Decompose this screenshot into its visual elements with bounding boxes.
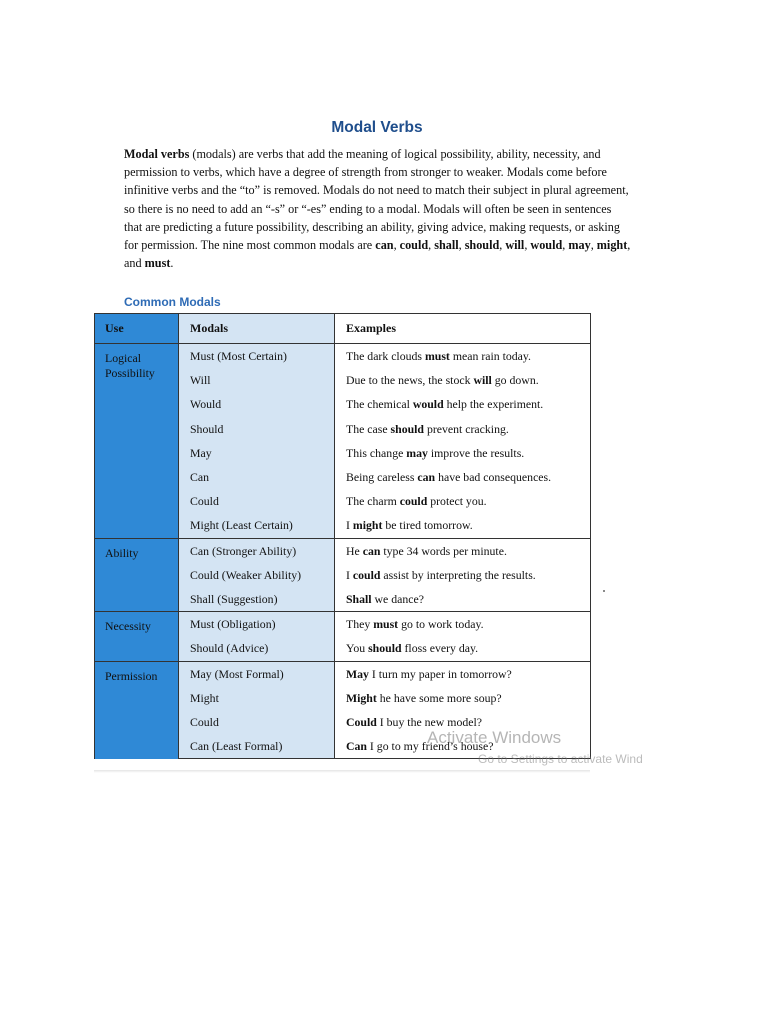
example-modal-word: will xyxy=(473,373,492,388)
example-text: mean rain today. xyxy=(449,349,532,363)
modal-cell: Could (Weaker Ability) xyxy=(179,563,335,587)
header-use: Use xyxy=(95,314,179,344)
example-text: This change xyxy=(346,445,407,460)
example-cell xyxy=(335,417,591,441)
table-row xyxy=(95,344,591,369)
intro-bold-term: should xyxy=(464,238,500,253)
example-modal-word: could xyxy=(399,494,428,509)
section-heading: Common Modals xyxy=(124,295,221,309)
example-cell xyxy=(335,636,591,661)
intro-text: , xyxy=(428,238,435,253)
intro-bold-term: shall xyxy=(434,238,459,253)
modals-table xyxy=(94,313,591,759)
activate-windows-subtext: Go to Settings to activate Wind xyxy=(478,752,643,766)
example-text: Being careless xyxy=(346,470,418,485)
page-title: Modal Verbs xyxy=(331,119,423,136)
modal-cell: Could xyxy=(179,710,335,734)
modal-cell: Can (Least Formal) xyxy=(179,734,335,759)
intro-text: , xyxy=(499,238,506,253)
example-cell xyxy=(335,368,591,392)
stray-dot xyxy=(603,590,605,592)
modal-cell: Shall (Suggestion) xyxy=(179,587,335,612)
modal-cell: Might (Least Certain) xyxy=(179,513,335,538)
example-text: I turn my paper in tomorrow? xyxy=(368,666,512,681)
intro-text: . xyxy=(170,256,174,271)
example-cell xyxy=(335,392,591,416)
intro-text: , xyxy=(458,238,465,253)
intro-bold-term: Modal verbs xyxy=(124,147,190,161)
example-modal-word: Might xyxy=(346,690,377,705)
intro-text: , xyxy=(590,238,597,253)
intro-bold-term: will xyxy=(505,238,525,253)
modal-cell: May (Most Formal) xyxy=(179,661,335,686)
modal-cell: Might xyxy=(179,686,335,710)
example-text: assist by interpreting the results. xyxy=(380,567,536,582)
modal-cell: Should xyxy=(179,417,335,441)
example-text: The dark clouds xyxy=(346,349,425,363)
modal-cell: Will xyxy=(179,368,335,392)
example-modal-word: should xyxy=(368,641,402,656)
modal-cell: Should (Advice) xyxy=(179,636,335,661)
header-modals: Modals xyxy=(179,314,335,344)
modal-cell: Can xyxy=(179,465,335,489)
example-text: be tired tomorrow. xyxy=(382,518,473,533)
example-cell xyxy=(335,686,591,710)
example-text: improve the results. xyxy=(427,445,525,460)
example-text: protect you. xyxy=(427,494,487,509)
example-modal-word: May xyxy=(346,666,369,681)
intro-paragraph xyxy=(124,145,632,272)
use-cell: Ability xyxy=(95,538,179,612)
example-modal-word: might xyxy=(352,518,383,533)
example-cell xyxy=(335,538,591,563)
example-modal-word: must xyxy=(373,617,399,632)
example-text: The case xyxy=(346,421,391,436)
example-cell xyxy=(335,513,591,538)
scan-edge xyxy=(94,770,590,773)
use-cell: Necessity xyxy=(95,612,179,661)
example-text: Due to the news, the stock xyxy=(346,373,474,388)
example-text: You xyxy=(346,641,369,656)
example-modal-word: can xyxy=(417,470,436,485)
use-cell: Permission xyxy=(95,661,179,759)
example-cell xyxy=(335,612,591,637)
example-text: help the experiment. xyxy=(443,397,544,412)
example-text: He xyxy=(346,543,363,558)
intro-text: , xyxy=(393,238,400,253)
intro-text: , and xyxy=(124,238,631,271)
example-text: we dance? xyxy=(371,592,424,607)
example-cell xyxy=(335,489,591,513)
example-modal-word: would xyxy=(412,397,444,412)
example-text: They xyxy=(346,617,374,632)
modal-cell: Must (Obligation) xyxy=(179,612,335,637)
table-row xyxy=(95,661,591,686)
intro-text: , xyxy=(562,238,569,253)
example-cell xyxy=(335,661,591,686)
example-modal-word: should xyxy=(390,421,424,436)
example-cell xyxy=(335,441,591,465)
example-text: I buy the new model? xyxy=(376,715,482,730)
intro-bold-term: can xyxy=(375,238,394,253)
intro-bold-term: may xyxy=(568,238,591,253)
table-row xyxy=(95,538,591,563)
modal-cell: Can (Stronger Ability) xyxy=(179,538,335,563)
intro-text: , xyxy=(524,238,531,253)
intro-bold-term: could xyxy=(399,238,429,253)
example-modal-word: could xyxy=(352,567,381,582)
modal-cell: Must (Most Certain) xyxy=(179,344,335,369)
example-modal-word: Can xyxy=(346,739,367,754)
example-modal-word: must xyxy=(424,349,450,363)
example-text: The chemical xyxy=(346,397,413,412)
intro-bold-term: must xyxy=(144,256,171,271)
activate-windows-watermark: Activate Windows xyxy=(427,728,562,747)
example-text: go down. xyxy=(491,373,539,388)
example-modal-word: Shall xyxy=(346,592,372,607)
example-text: I xyxy=(346,567,353,582)
table-row xyxy=(95,612,591,637)
modal-cell: Would xyxy=(179,392,335,416)
modal-cell: Could xyxy=(179,489,335,513)
example-modal-word: Could xyxy=(346,715,377,730)
example-cell xyxy=(335,465,591,489)
example-cell xyxy=(335,587,591,612)
header-examples: Examples xyxy=(335,314,591,344)
example-modal-word: can xyxy=(362,543,381,558)
intro-text: (modals) are verbs that add the meaning of logical possibility, ability, necessity, and permission to verbs, which have a degree of strength from stronger to weaker. Modals come before infinitive verbs and the “to” is removed. Modals do not need to match their subject in plural agreement, so there is no need to add an “-s” or “-es” ending to a modal. Modals will often be seen in sentences that are predicting a future possibility, describing an ability, giving advice, making requests, or asking for permission. The nine most common modals are xyxy=(124,147,629,253)
example-text: floss every day. xyxy=(401,641,479,656)
example-text: The charm xyxy=(346,494,400,509)
example-text: go to work today. xyxy=(398,617,484,632)
example-text: I xyxy=(346,518,353,533)
example-text: I go to my friend’s house? xyxy=(366,739,494,754)
intro-bold-term: might xyxy=(596,238,628,253)
example-text: prevent cracking. xyxy=(424,421,509,436)
example-cell xyxy=(335,563,591,587)
example-text: he have some more soup? xyxy=(376,690,502,705)
intro-bold-term: would xyxy=(530,238,563,253)
example-text: type 34 words per minute. xyxy=(380,543,507,558)
example-cell xyxy=(335,344,591,369)
use-cell: Logical Possibility xyxy=(95,344,179,539)
table-header-row xyxy=(95,314,591,344)
example-modal-word: may xyxy=(406,445,428,460)
example-text: have bad consequences. xyxy=(435,470,552,485)
modal-cell: May xyxy=(179,441,335,465)
